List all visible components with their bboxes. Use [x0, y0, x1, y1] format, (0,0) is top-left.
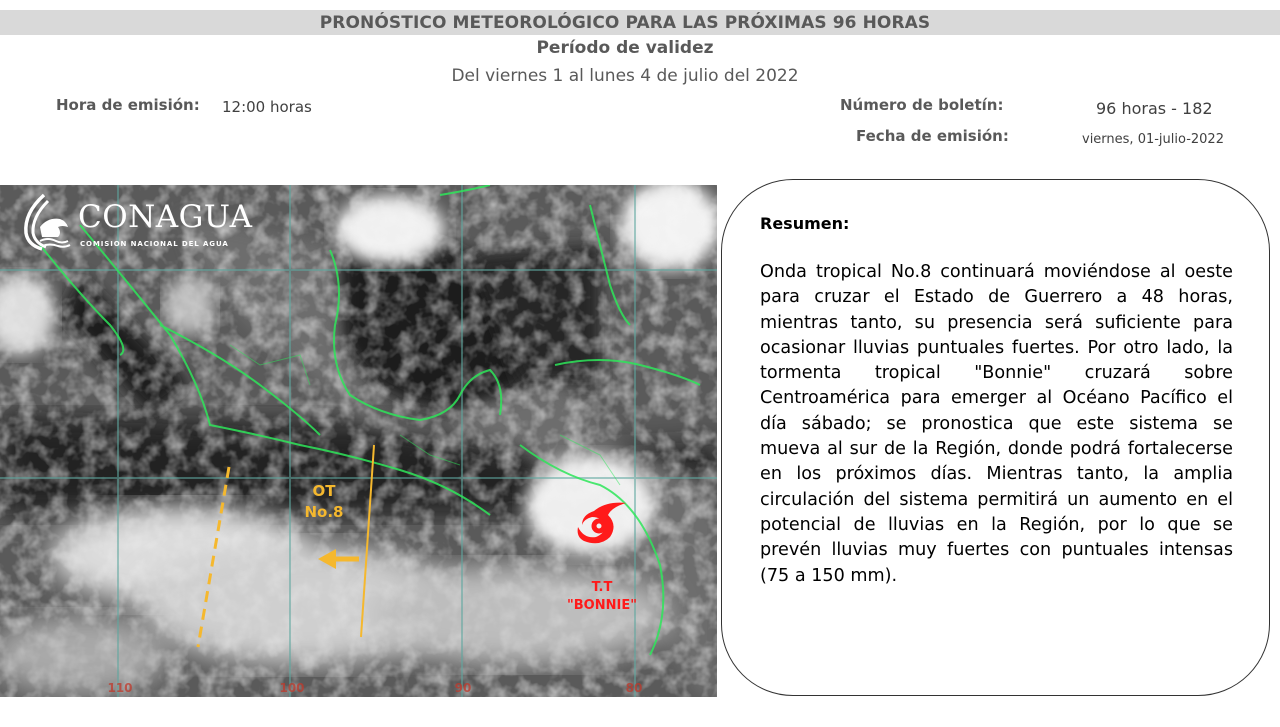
conagua-logo	[18, 191, 288, 253]
logo-subtitle: COMISION NACIONAL DEL AGUA	[80, 240, 229, 248]
validity-label: Período de validez	[536, 38, 714, 58]
logo-wordmark: CONAGUA	[78, 199, 253, 235]
longitude-label: 100	[279, 681, 305, 695]
satellite-imagery-graphic	[0, 185, 717, 697]
summary-body: Onda tropical No.8 continuará moviéndose al oeste para cruzar el Estado de Guerrero a 48 horas, mientras tanto, su presencia será suficiente para ocasionar lluvias puntuales fuertes. Por otro lado, la tormenta tropical "Bonnie" cruzará sobre Centroamérica para emerger al Océano Pacífico el día sábado; se pronostica que este sistema se mueva al sur de la Región, donde podrá fortalecerse en los próximos días. Mientras tanto, la amplia circulación del sistema permitirá un aumento en el potencial de lluvias en la Región, por lo que se prevén lluvias muy fuertes con puntuales intensas (75 a 150 mm).	[760, 262, 1233, 586]
page-title: PRONÓSTICO METEOROLÓGICO PARA LAS PRÓXIMAS 96 HORAS	[319, 12, 931, 33]
longitude-label: 110	[107, 681, 133, 695]
emission-time-label: Hora de emisión:	[56, 96, 200, 114]
title-bar	[0, 10, 1280, 35]
emission-date-label: Fecha de emisión:	[856, 127, 1009, 145]
validity-range: Del viernes 1 al lunes 4 de julio del 2022	[451, 66, 799, 86]
tropical-wave-label: OT No.8	[304, 482, 344, 521]
conagua-emblem-icon	[18, 191, 74, 251]
emission-time-value: 12:00 horas	[222, 98, 312, 116]
satellite-image	[0, 185, 717, 697]
emission-date-value: viernes, 01-julio-2022	[1082, 132, 1224, 147]
bulletin-number-value: 96 horas - 182	[1096, 99, 1213, 118]
bulletin-number-label: Número de boletín:	[840, 96, 1004, 114]
summary-title: Resumen:	[760, 214, 850, 233]
longitude-label: 80	[625, 681, 643, 695]
tropical-storm-label: T.T "BONNIE"	[567, 580, 637, 613]
summary-box	[721, 179, 1270, 696]
longitude-label: 90	[454, 681, 472, 695]
